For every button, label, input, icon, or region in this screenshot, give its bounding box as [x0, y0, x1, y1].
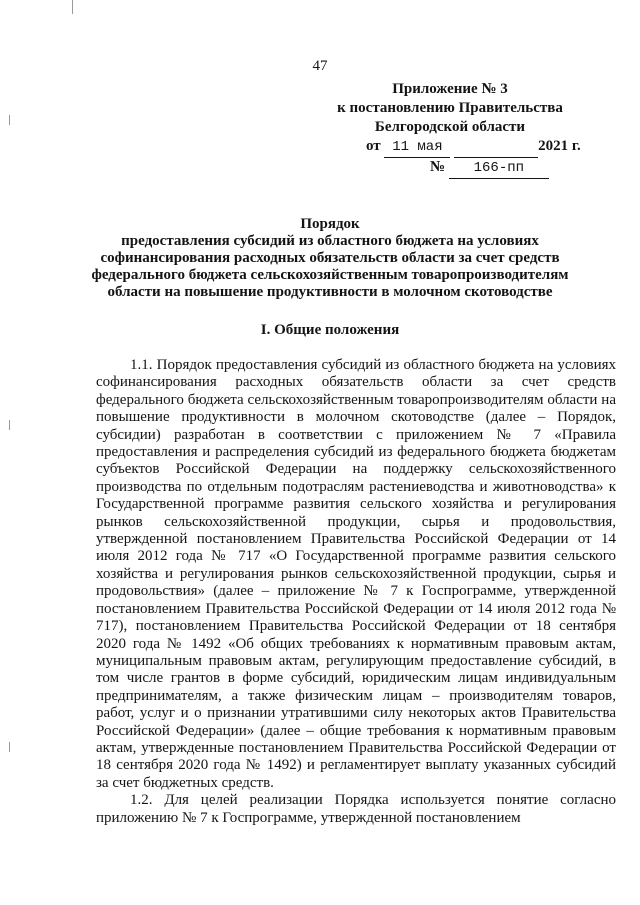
- title-line: области на повышение продуктивности в молочном скотоводстве: [107, 284, 553, 300]
- margin-mark: [9, 115, 10, 125]
- date-value: 11 мая: [384, 138, 450, 158]
- margin-mark: [9, 420, 10, 430]
- annex-date-row: [366, 137, 600, 158]
- date-suffix: 2021 г.: [538, 138, 581, 154]
- date-prefix: от: [366, 138, 381, 154]
- paragraph: 1.2. Для целей реализации Порядка используется понятие согласно приложению № 7 к Госпрограмме, утвержденной постановлением: [96, 792, 616, 826]
- annex-line: к постановлению Правительства: [337, 100, 563, 116]
- margin-mark: [72, 0, 73, 14]
- body-text: [96, 357, 616, 827]
- paragraph: 1.1. Порядок предоставления субсидий из областного бюджета на условиях софинансирования расходных обязательств области за счет средств федерального бюджета сельскохозяйственным товаропроизводителям области на повышение продуктивности в молочном скотоводстве (далее – Порядок, субсидии) разработан в соответствии с приложением № 7 «Правила предоставления и распределения субсидий из федерального бюджета бюджетам субъектов Российской Федерации на поддержку сельскохозяйственного производства по отдельным подотраслям растениеводства и животноводства» к Государственной программе развития сельского хозяйства и регулирования рынков сельскохозяйственной продукции, сырья и продовольствия, утвержденной постановлением Правительства Российской Федерации от 14 июля 2012 года № 717 «О Государственной программе развития сельского хозяйства и регулирования рынков сельскохозяйственной продукции, сырья и продовольствия» (далее – приложение № 7 к Госпрограмме, утвержденной постановлением Правительства Российской Федерации от 14 июля 2012 года № 717), постановлением Правительства Российской Федерации от 18 сентября 2020 года № 1492 «Об общих требованиях к нормативным правовым актам, муниципальным правовым актам, регулирующим предоставление субсидий, в том числе грантов в форме субсидий, юридическим лицам индивидуальным предпринимателям, а также физическим лицам – производителям товаров, работ, услуг и о признании утратившими силу некоторых актов Правительства Российской Федерации» (далее – общие требования к нормативным правовым актам, утвержденные постановлением Правительства Российской Федерации от 18 сентября 2020 года № 1492) и регламентирует выплату указанных субсидий за счет бюджетных средств.: [96, 357, 616, 791]
- margin-mark: [9, 742, 10, 752]
- number-value: 166-пп: [449, 159, 549, 179]
- annex-header: [300, 80, 600, 179]
- title-line: федерального бюджета сельскохозяйственным товаропроизводителям: [91, 267, 569, 283]
- annex-title: Приложение № 3: [392, 81, 508, 97]
- title-line: предоставления субсидий из областного бюджета на условиях: [121, 233, 539, 249]
- annex-line: Белгородской области: [374, 119, 526, 135]
- annex-number-row: [430, 158, 600, 179]
- title-line: Порядок: [300, 216, 360, 232]
- section-title: I. Общие положения: [260, 322, 400, 338]
- document-title: [60, 216, 600, 301]
- page-number: 47: [312, 58, 328, 74]
- title-line: софинансирования расходных обязательств области за счет средств: [100, 250, 560, 266]
- number-prefix: №: [430, 159, 446, 175]
- date-underline: [454, 138, 538, 158]
